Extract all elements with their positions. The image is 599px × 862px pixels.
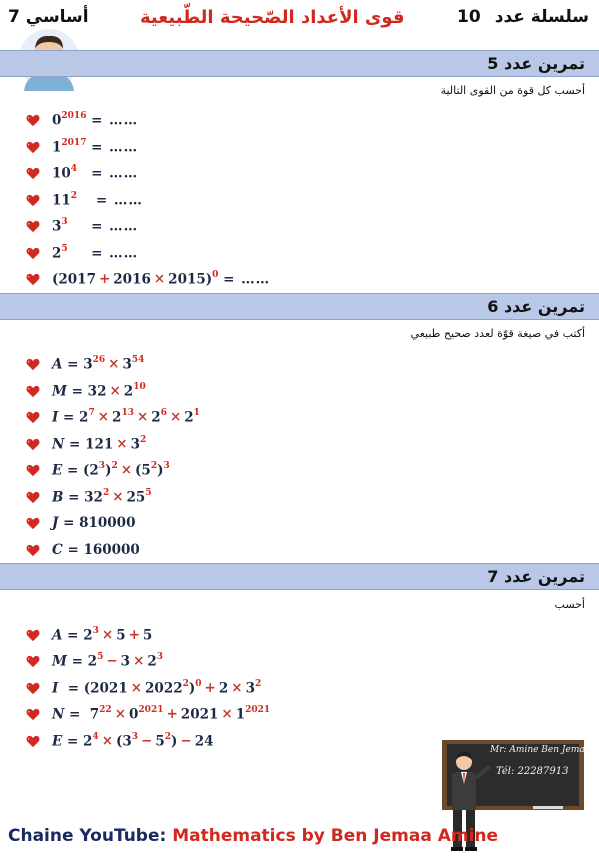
heart-bullet-icon [26,411,40,424]
exercise-6-instruction: أكتب في صيغة قوّة لعدد صحيح طبيعي [410,327,585,340]
term: 24 [194,733,214,750]
exponent: 2017 [61,137,87,148]
base: 3 [245,680,255,697]
operator: × [221,706,233,723]
exponent: 10 [133,381,146,392]
heart-bullet-icon [26,517,40,530]
exercise-7-item: $I = (2021 \times 2022^2)^0 + 2 \times 3^2$ [26,677,261,699]
exercise-6-header [0,293,599,320]
series-number: 10 [457,7,481,27]
footer-label: Chaine YouTube: [8,826,167,846]
variable: N [52,436,65,453]
term: (2017 [52,271,96,288]
paren: ) [188,680,196,697]
term: (2021 [83,680,128,697]
base: 2 [83,627,93,644]
exercise-7-item: $A = 2^3 \times 5 + 5$ [26,624,152,646]
exercise-7-title: تمرين عدد 7 [487,567,585,586]
board-phone: Tél: 22287913 [496,766,569,777]
term: 2016 [113,271,151,288]
heart-bullet-icon [26,167,40,180]
answer-blank: = …… [91,218,139,235]
heart-bullet-icon [26,708,40,721]
exercise-6-item: $A = 3^{26} \times 3^{54}$ [26,353,144,375]
heart-bullet-icon [26,464,40,477]
exponent: 13 [121,407,134,418]
operator: × [97,409,110,426]
base: 2 [151,409,161,426]
base: 5 [155,733,165,750]
exponent: 2 [150,460,158,471]
exercise-7-item: $M = 2^5 - 3 \times 2^3$ [26,650,163,672]
base: (3 [116,733,132,750]
base: 7 [89,706,100,723]
exponent: 26 [92,354,106,365]
exponent: 3 [98,460,106,471]
variable: I [52,680,59,697]
exponent: 2016 [61,110,87,121]
exponent: 3 [61,216,68,227]
variable: C [52,542,63,558]
heart-bullet-icon [26,220,40,233]
base: 2 [83,733,93,750]
variable: N [52,706,65,723]
paren: ) [105,462,112,479]
level-label: 7 أساسي [8,7,89,27]
base: (5 [135,462,151,479]
base: 3 [83,356,93,373]
paren: ) [171,733,178,750]
operator: × [108,356,120,373]
heart-bullet-icon [26,114,40,127]
term: 121 [85,436,114,453]
operator: − [141,733,153,750]
exponent: 2 [254,678,262,689]
exercise-6-item: $N = 121 \times 3^2$ [26,433,146,455]
exponent: 6 [160,407,167,418]
heart-bullet-icon [26,141,40,154]
base: 2 [147,653,157,670]
variable: B [52,489,64,506]
base: 1 [52,139,62,156]
exercise-6-item: $E = (2^3)^2 \times (5^2)^3$ [26,459,170,481]
base: 2022 [145,680,183,697]
exponent: 3 [156,651,164,662]
exponent: 2 [102,487,110,498]
operator: × [153,271,166,288]
youtube-channel-credit [8,826,498,846]
heart-bullet-icon [26,491,40,504]
series-text: سلسلة عدد [494,7,589,27]
exponent: 2 [70,190,78,201]
exercise-7-item: $E = 2^4 \times (3^3 - 5^2) - 24$ [26,730,214,752]
base: 25 [126,489,146,506]
exponent: 3 [163,460,170,471]
heart-bullet-icon [26,655,40,668]
operator: × [101,733,113,750]
exponent: 2021 [245,704,271,715]
exercise-5-item [26,215,138,237]
variable: M [52,653,67,670]
exponent: 1 [193,407,200,418]
variable: I [52,409,59,426]
answer-blank: = …… [91,165,139,182]
heart-bullet-icon [26,682,40,695]
base: 3 [52,218,62,235]
term: 2 [218,680,229,697]
paren: ) [157,462,164,479]
term: 2021 [180,706,219,723]
heart-bullet-icon [26,544,40,557]
operator: × [136,409,149,426]
base: 0 [129,706,139,723]
exercise-6-item: $B = 32^2 \times 25^5$ [26,486,152,508]
exponent: 54 [131,354,145,365]
variable: A [52,356,63,373]
operator: × [114,706,127,723]
base: 10 [52,165,71,182]
answer-blank: = …… [91,245,139,262]
term: 3 [120,653,131,670]
term: 160000 [83,542,140,558]
exercise-6-item: J = 810000 [26,512,135,534]
operator: + [166,706,178,723]
operator: × [169,409,182,426]
base: (2 [83,462,99,479]
exponent: 2021 [138,704,164,715]
heart-bullet-icon [26,438,40,451]
exponent: 4 [92,731,99,742]
exercise-5-item [26,189,143,211]
exercise-5-item [26,109,138,131]
exercise-7-instruction: أحسب [554,598,585,611]
exponent: 2 [111,460,118,471]
heart-bullet-icon [26,629,40,642]
operator: − [180,733,192,750]
variable: M [52,383,67,400]
answer-blank: = …… [95,192,143,209]
base: 2 [123,383,134,400]
exponent: 0 [195,678,202,689]
exercise-7-item: $N = 7^{22} \times 0^{2021} + 2021 \times 1^{2021}$ [26,703,270,725]
operator: × [120,462,133,479]
operator: × [101,627,114,644]
answer-blank: = …… [91,139,139,156]
operator: + [128,627,140,644]
exponent: 0 [212,269,219,280]
exponent: 4 [70,163,78,174]
term: 5 [116,627,126,644]
base: 2 [184,409,194,426]
operator: × [133,653,145,670]
term: 32 [87,383,107,400]
operator: × [109,383,121,400]
exponent: 2 [182,678,189,689]
term: 2015) [168,271,213,288]
exercise-6-item: $M = 32 \times 2^{10}$ [26,380,146,402]
exponent: 5 [97,651,104,662]
base: 3 [130,436,140,453]
exercise-7-header [0,563,599,590]
exercise-6-item: $I = 2^7 \times 2^{13} \times 2^6 \times 2^1$ [26,406,200,428]
exercise-5-title: تمرين عدد 5 [487,54,585,73]
worksheet-title: قوى الأعداد الصّحيحة الطّبيعية [140,7,405,28]
heart-bullet-icon [26,194,40,207]
base: 11 [52,192,71,209]
answer-blank: = …… [223,271,271,288]
operator: + [204,680,216,697]
exercise-5-instruction: أحسب كل قوة من القوى التالية [440,84,585,97]
exponent: 3 [131,731,139,742]
exponent: 5 [145,487,152,498]
heart-bullet-icon [26,247,40,260]
operator: × [130,680,143,697]
exponent: 7 [88,407,95,418]
operator: × [116,436,128,453]
base: 2 [112,409,122,426]
exponent: 3 [92,625,99,636]
operator: × [231,680,243,697]
term: 810000 [79,515,136,531]
base: 2 [79,409,89,426]
base: 1 [235,706,246,723]
exponent: 22 [99,704,112,715]
board-name: Mr: Amine Ben Jemaa [490,745,591,755]
base: 32 [84,489,103,506]
footer-channel-name: Mathematics by Ben Jemaa Amine [172,826,499,846]
exponent: 5 [61,243,68,254]
exercise-6-item: C = 160000 [26,539,140,561]
exercise-5-item [26,162,138,184]
series-label [457,7,589,27]
variable: E [52,733,63,750]
heart-bullet-icon [26,273,40,286]
exercise-5-item [26,268,270,290]
base: 3 [122,356,132,373]
exercise-5-item [26,242,138,264]
base: 0 [52,112,62,129]
exercise-6-title: تمرين عدد 6 [487,297,585,316]
base: 2 [87,653,98,670]
exercise-5-header [0,50,599,77]
heart-bullet-icon [26,358,40,371]
operator: × [112,489,124,506]
answer-blank: = …… [91,112,139,129]
exponent: 2 [139,434,147,445]
exponent: 2 [164,731,172,742]
variable: J [52,515,59,531]
operator: − [106,653,118,670]
term: 5 [142,627,153,644]
operator: + [98,271,111,288]
exercise-5-item [26,136,138,158]
heart-bullet-icon [26,385,40,398]
heart-bullet-icon [26,735,40,748]
variable: E [52,462,63,479]
variable: A [52,627,63,644]
base: 2 [52,245,62,262]
